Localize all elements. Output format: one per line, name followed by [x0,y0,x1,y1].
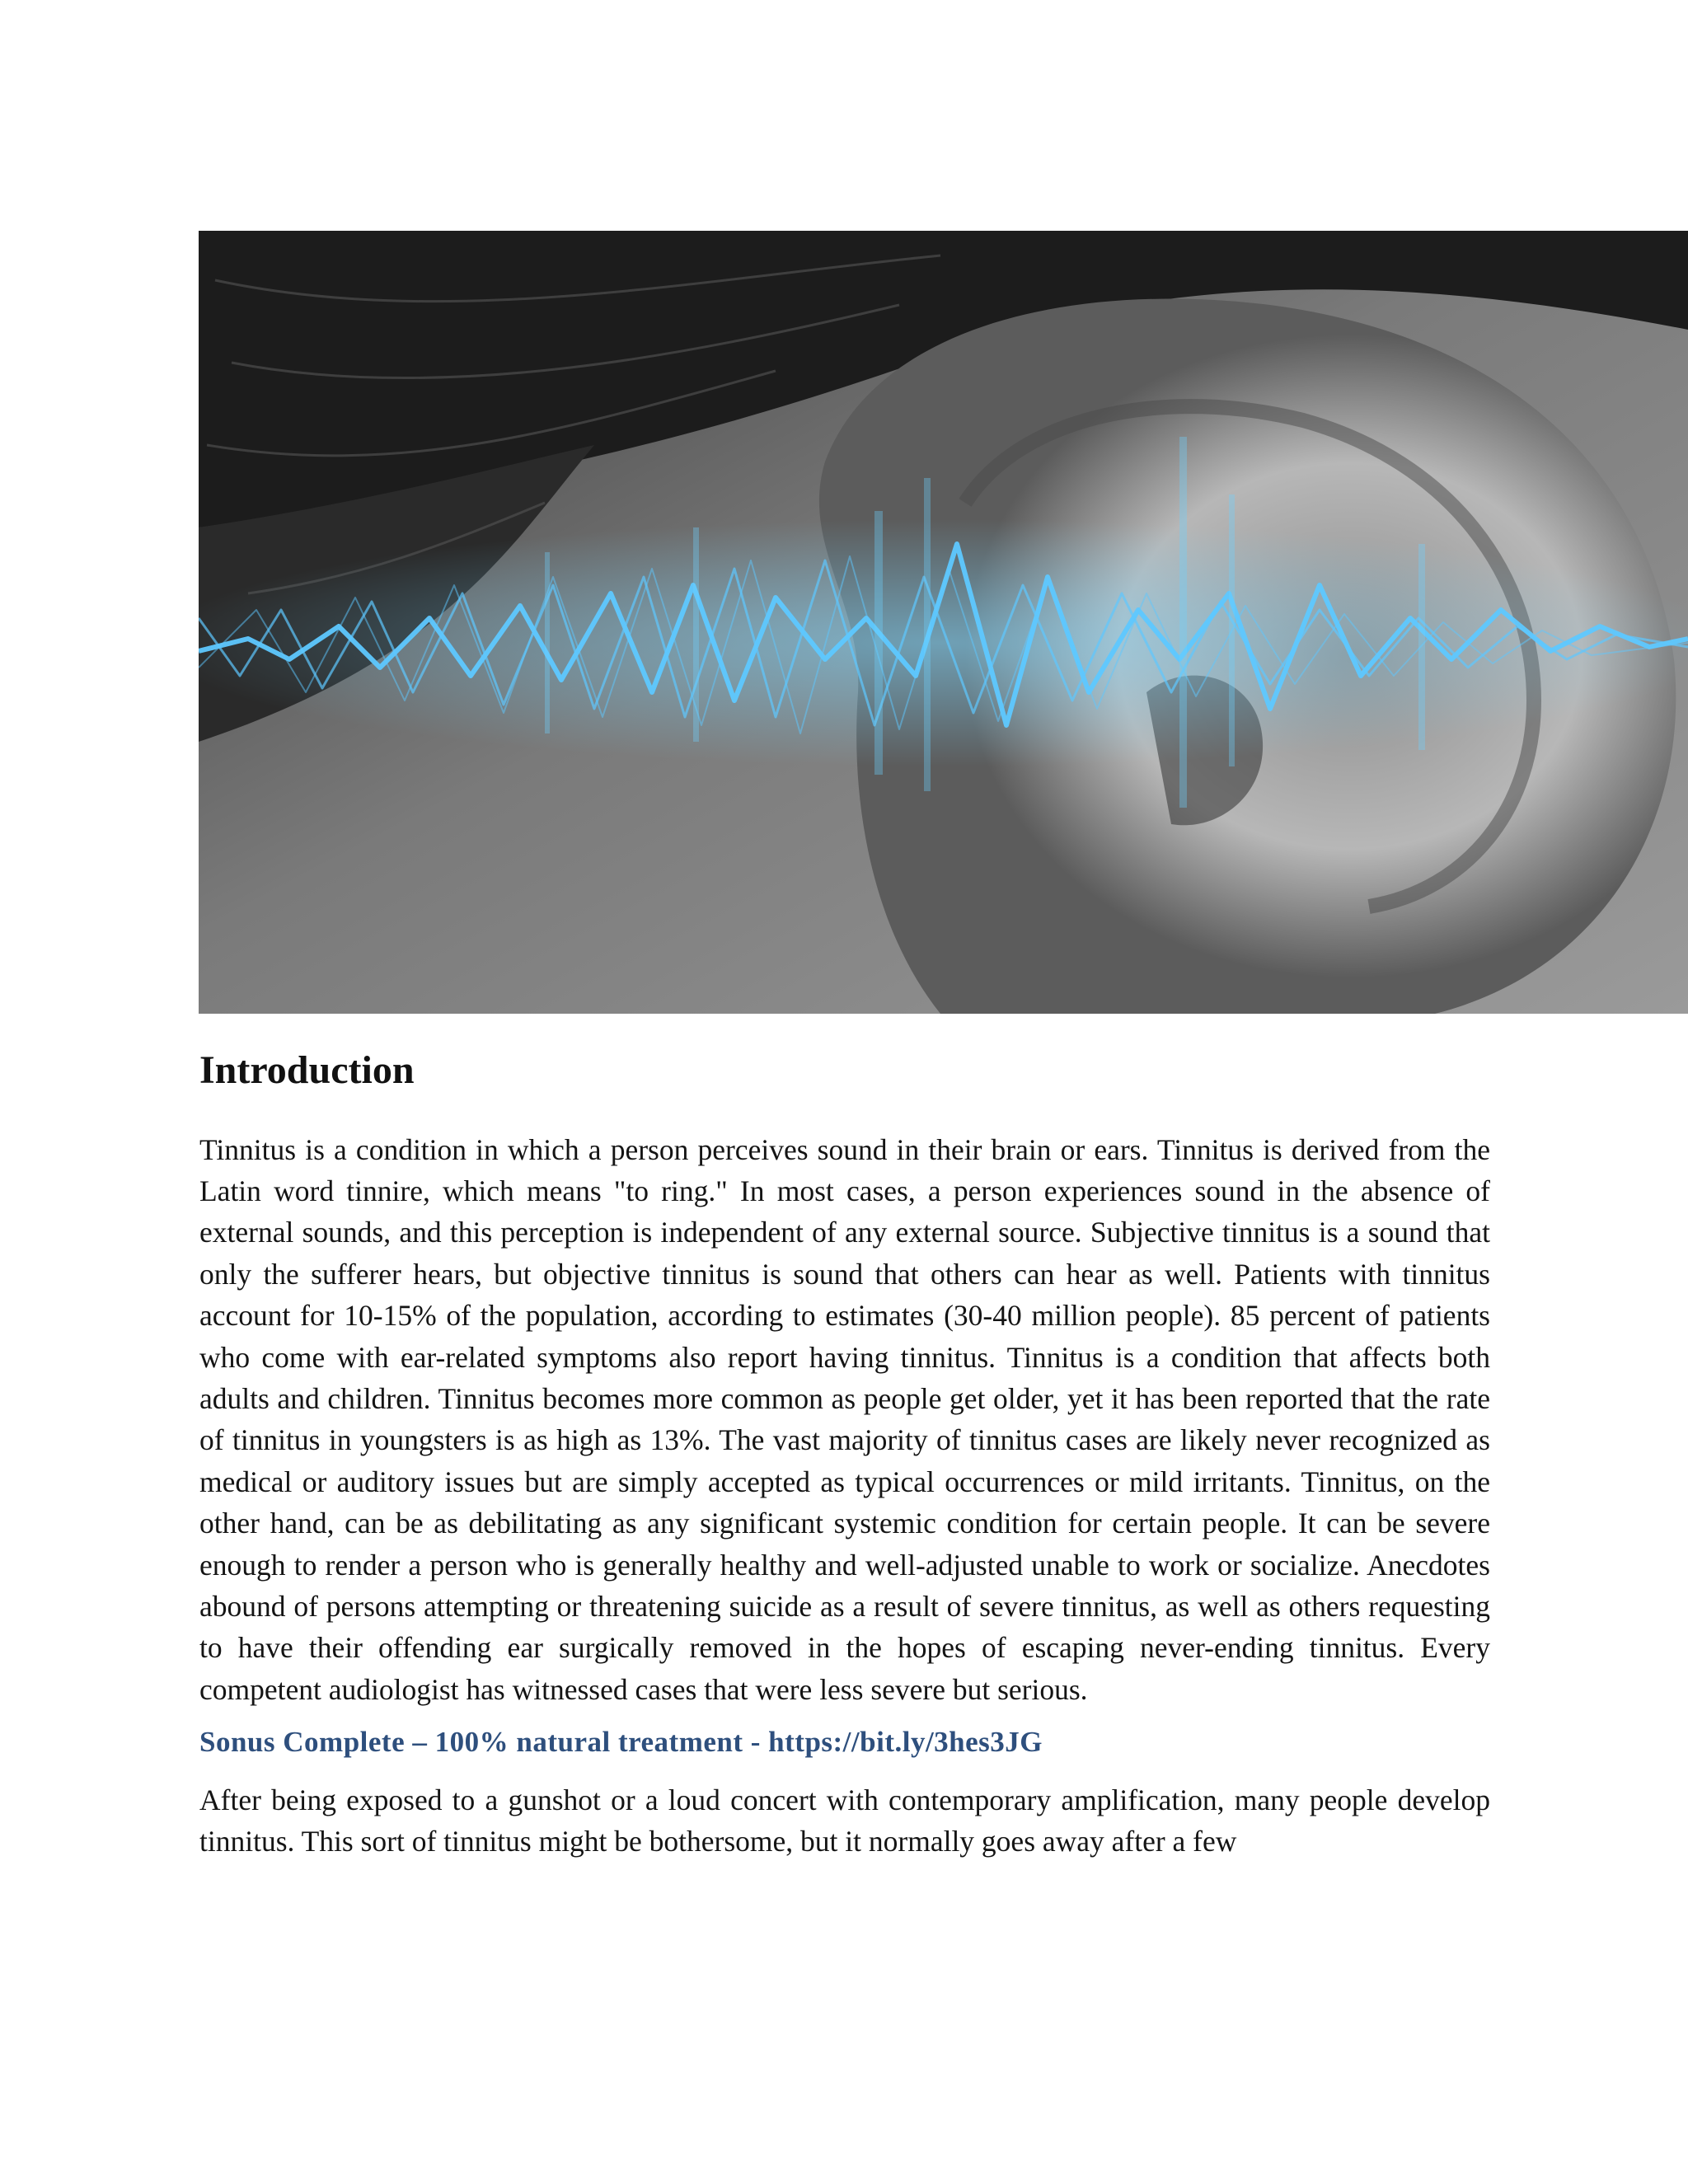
promo-link[interactable]: Sonus Complete – 100% natural treatment - https://bit.ly/3hes3JG [199,1726,1043,1759]
intro-paragraph: Tinnitus is a condition in which a person perceives sound in their brain or ears. Tinnitus is derived from the Latin word tinnire, which means "to ring." In most cases, a person experiences sound in the absence of external sounds, and this perception is independent of any external source. Subjective tinnitus is a sound that only the sufferer hears, but objective tinnitus is sound that others can hear as well. Patients with tinnitus account for 10-15% of the population, according to estimates (30-40 million people). 85 percent of patients who come with ear-related symptoms also report having tinnitus. Tinnitus is a condition that affects both adults and children. Tinnitus becomes more common as people get older, yet it has been reported that the rate of tinnitus in youngsters is as high as 13%. The vast majority of tinnitus cases are likely never recognized as medical or auditory issues but are simply accepted as typical occurrences or mild irritants. Tinnitus, on the other hand, can be as debilitating as any significant systemic condition for certain people. It can be severe enough to render a person who is generally healthy and well-adjusted unable to work or socialize. Anecdotes abound of persons attempting or threatening suicide as a result of severe tinnitus, as well as others requesting to have their offending ear surgically removed in the hopes of escaping never-ending tinnitus. Every competent audiologist has witnessed cases that were less severe but serious. [199,1132,1490,1706]
article [199,1047,1490,1863]
second-paragraph: After being exposed to a gunshot or a loud concert with contemporary amplification, many people develop tinnitus. This sort of tinnitus might be bothersome, but it normally goes away after a few [199,1783,1490,1858]
hero-image [199,231,1688,1014]
section-heading: Introduction [199,1048,415,1092]
ear-soundwave-illustration [199,231,1688,1014]
